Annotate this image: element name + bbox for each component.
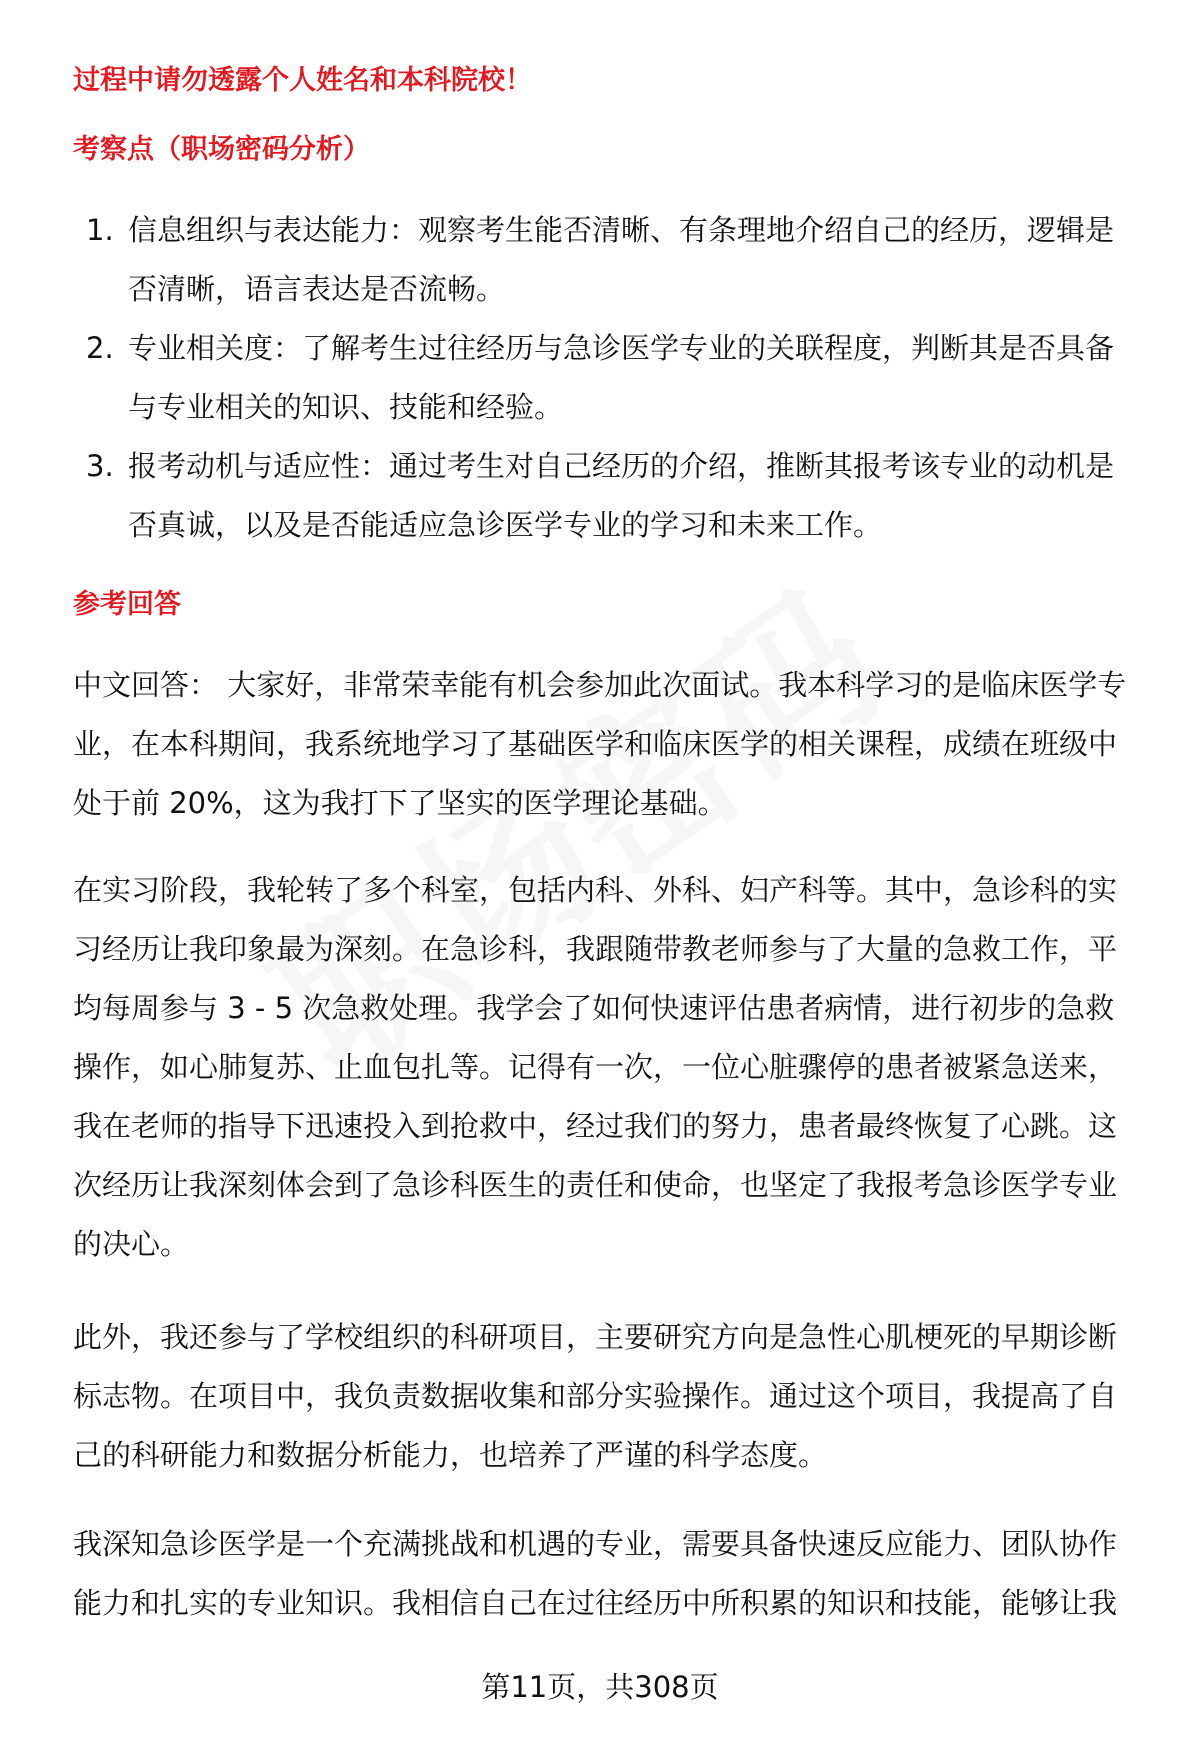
- text-line: 我深知急诊医学是一个充满挑战和机遇的专业，需要具备快速反应能力、团队协作: [73, 1527, 1118, 1561]
- text-line: 操作，如心肺复苏、止血包扎等。记得有一次，一位心脏骤停的患者被紧急送来，: [73, 1050, 1118, 1084]
- text-line: 能力和扎实的专业知识。我相信自己在过往经历中所积累的知识和技能，能够让我: [73, 1586, 1118, 1620]
- points-heading: 考察点（职场密码分析）: [73, 134, 370, 165]
- text-line: 己的科研能力和数据分析能力，也培养了严谨的科学态度。: [73, 1438, 828, 1472]
- text-line: 否真诚，以及是否能适应急诊医学专业的学习和未来工作。: [128, 508, 883, 542]
- list-number: 2.: [86, 331, 114, 365]
- list-number: 1.: [86, 213, 114, 247]
- text-line: 中文回答： 大家好，非常荣幸能有机会参加此次面试。我本科学习的是临床医学专: [73, 668, 1127, 702]
- text-line: 在实习阶段，我轮转了多个科室，包括内科、外科、妇产科等。其中，急诊科的实: [73, 873, 1118, 907]
- text-line: 业，在本科期间，我系统地学习了基础医学和临床医学的相关课程，成绩在班级中: [73, 727, 1118, 761]
- list-item: [73, 319, 1114, 437]
- text-line: 我在老师的指导下迅速投入到抢救中，经过我们的努力，患者最终恢复了心跳。这: [73, 1109, 1118, 1143]
- answer-paragraph-1: [73, 656, 1126, 833]
- text-line: 信息组织与表达能力：观察考生能否清晰、有条理地介绍自己的经历，逻辑是: [128, 213, 1115, 247]
- text-line: 报考动机与适应性：通过考生对自己经历的介绍，推断其报考该专业的动机是: [128, 449, 1115, 483]
- text-line: 标志物。在项目中，我负责数据收集和部分实验操作。通过这个项目，我提高了自: [73, 1379, 1118, 1413]
- list-number: 3.: [86, 449, 114, 483]
- text-line: 处于前 20%，这为我打下了坚实的医学理论基础。: [73, 786, 727, 820]
- text-line: 习经历让我印象最为深刻。在急诊科，我跟随带教老师参与了大量的急救工作，平: [73, 932, 1118, 966]
- answer-paragraph-4: [73, 1515, 1117, 1633]
- notice-heading: 过程中请勿透露个人姓名和本科院校！: [73, 65, 532, 96]
- answer-paragraph-2: [73, 861, 1117, 1274]
- text-line: 与专业相关的知识、技能和经验。: [128, 390, 564, 424]
- text-line: 次经历让我深刻体会到了急诊科医生的责任和使命，也坚定了我报考急诊医学专业: [73, 1168, 1118, 1202]
- text-line: 此外，我还参与了学校组织的科研项目，主要研究方向是急性心肌梗死的早期诊断: [73, 1320, 1118, 1354]
- list-item: [73, 201, 1114, 319]
- text-line: 专业相关度：了解考生过往经历与急诊医学专业的关联程度，判断其是否具备: [128, 331, 1115, 365]
- page-number: 第11页，共308页: [481, 1670, 719, 1704]
- list-item: [73, 437, 1114, 555]
- text-line: 均每周参与 3 - 5 次急救处理。我学会了如何快速评估患者病情，进行初步的急救: [73, 991, 1115, 1025]
- answer-heading: 参考回答: [73, 589, 181, 620]
- answer-paragraph-3: [73, 1308, 1117, 1485]
- text-line: 的决心。: [73, 1227, 190, 1261]
- text-line: 否清晰，语言表达是否流畅。: [128, 272, 506, 306]
- points-list: [73, 201, 1114, 555]
